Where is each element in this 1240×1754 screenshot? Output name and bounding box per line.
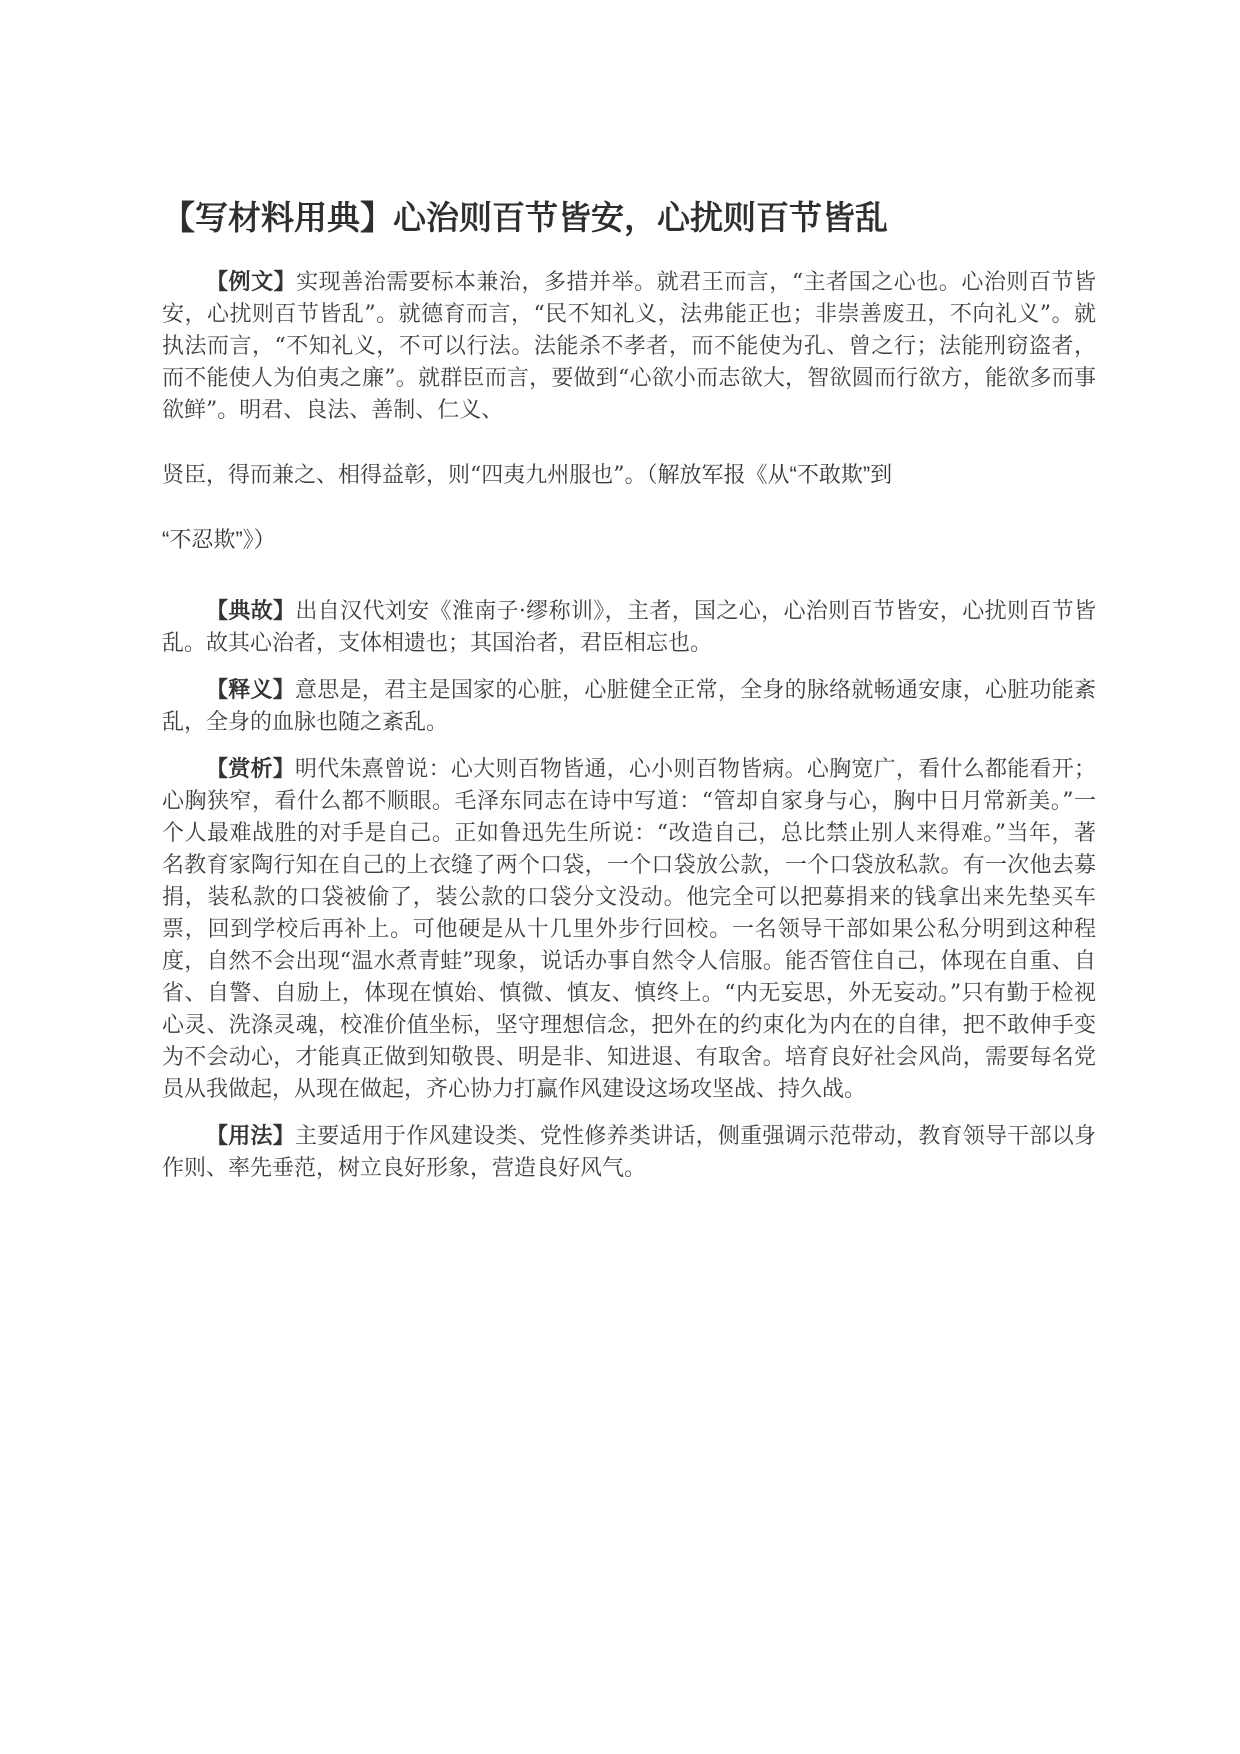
usage-paragraph [162, 1120, 1096, 1185]
example-text: 实现善治需要标本兼治，多措并举。就君王而言，“主者国之心也。心治则百节皆安，心扰则百节皆乱”。就德育而言，“民不知礼义，法弗能正也；非崇善废丑，不向礼义”。就执法而言，“不知礼义，不可以行法。法能杀不孝者，而不能使为孔、曾之行；法能刑窃盗者，而不能使人为伯夷之廉”。就群臣而言，要做到“心欲小而志欲大，智欲圆而行欲方，能欲多而事欲鲜”。明君、良法、善制、仁义、 [162, 270, 1096, 423]
example-source-line [162, 524, 1096, 557]
allusion-paragraph [162, 595, 1096, 660]
document-title: 【写材料用典】心治则百节皆安，心扰则百节皆乱 [162, 199, 888, 236]
appreciation-paragraph [162, 753, 1096, 1106]
example-source-part1: （解放军报《从“不敢欺”到 [646, 462, 893, 487]
example-source-part2: “不忍欺”》） [162, 527, 276, 552]
usage-text: 主要适用于作风建设类、党性修养类讲话，侧重强调示范带动，教育领导干部以身作则、率先垂范，树立良好形象，营造良好风气。 [162, 1124, 1096, 1181]
allusion-tag: 【典故】 [206, 598, 296, 623]
example-paragraph [162, 266, 1096, 459]
example-tag: 【例文】 [206, 269, 297, 294]
meaning-paragraph [162, 674, 1096, 739]
meaning-text: 意思是，君主是国家的心脏，心脏健全正常，全身的脉络就畅通安康，心脏功能紊乱，全身的血脉也随之紊乱。 [162, 678, 1096, 735]
allusion-text: 出自汉代刘安《淮南子·缪称训》，主者，国之心，心治则百节皆安，心扰则百节皆乱。故其心治者，支体相遗也；其国治者，君臣相忘也。 [162, 599, 1096, 656]
appreciation-text: 明代朱熹曾说：心大则百物皆通，心小则百物皆病。心胸宽广，看什么都能看开；心胸狭窄，看什么都不顺眼。毛泽东同志在诗中写道：“管却自家身与心，胸中日月常新美。”一个人最难战胜的对手是自己。正如鲁迅先生所说：“改造自己，总比禁止别人来得难。”当年，著名教育家陶行知在自己的上衣缝了两个口袋，一个口袋放公款，一个口袋放私款。有一次他去募捐，装私款的口袋被偷了，装公款的口袋分文没动。他完全可以把募捐来的钱拿出来先垫买车票，回到学校后再补上。可他硬是从十几里外步行回校。一名领导干部如果公私分明到这种程度，自然不会出现“温水煮青蛙”现象，说话办事自然令人信服。能否管住自己，体现在自重、自省、自警、自励上，体现在慎始、慎微、慎友、慎终上。“内无妄思，外无妄动。”只有勤于检视心灵、洗涤灵魂，校准价值坐标，坚守理想信念，把外在的约束化为内在的自律，把不敢伸手变为不会动心，才能真正做到知敬畏、明是非、知进退、有取舍。培育良好社会风尚，需要每名党员从我做起，从现在做起，齐心协力打赢作风建设这场攻坚战、持久战。 [162, 757, 1096, 1102]
example-text-line2: 贤臣，得而兼之、相得益彰，则“四夷九州服也”。 [162, 463, 647, 488]
meaning-tag: 【释义】 [206, 677, 296, 702]
example-paragraph-continued [162, 459, 1096, 492]
usage-tag: 【用法】 [206, 1123, 296, 1148]
document-page [162, 196, 1096, 1199]
appreciation-tag: 【赏析】 [206, 756, 296, 781]
example-spacer [162, 427, 1096, 459]
